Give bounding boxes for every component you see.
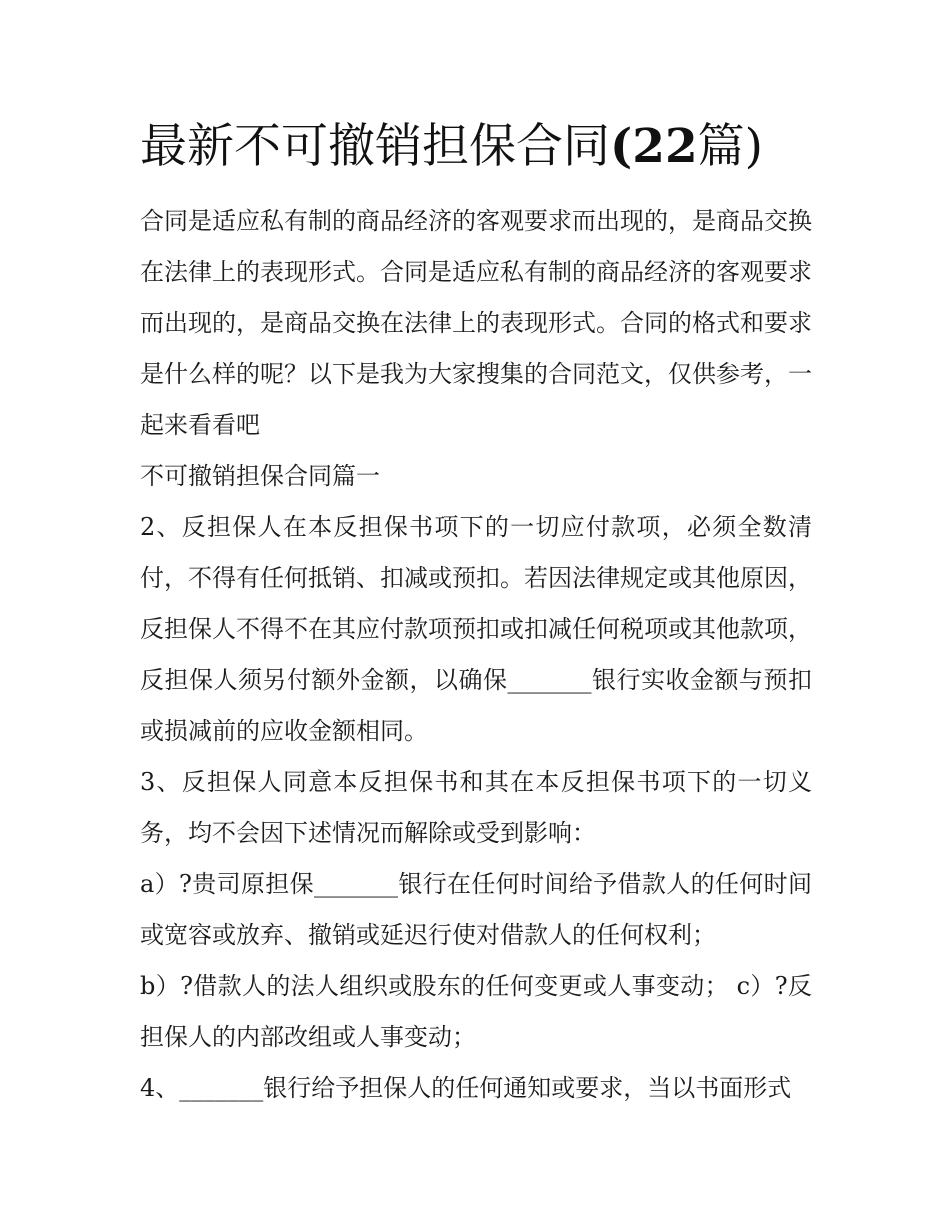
document-title [140,116,840,178]
clause-3a-paragraph: a）?贵司原担保_______银行在任何时间给予借款人的任何时间或宽容或放弃、撤销或延迟行使对借款人的任何权利； [140,870,812,949]
title-main: 最新不可撤销担保合同 [140,119,610,174]
clause-2-paragraph: 2、反担保人在本反担保书项下的一切应付款项，必须全数清付，不得有任何抵销、扣减或预扣。若因法律规定或其他原因，反担保人不得不在其应付款项预扣或扣减任何税项或其他款项，反担保人须另付额外金额，以确保_______银行实收金额与预扣或损减前的应收金额相同。 [140,513,812,745]
document-body [140,196,812,1114]
intro-paragraph: 合同是适应私有制的商品经济的客观要求而出现的，是商品交换在法律上的表现形式。合同是适应私有制的商品经济的客观要求而出现的，是商品交换在法律上的表现形式。合同的格式和要求是什么样的呢？以下是我为大家搜集的合同范文，仅供参考，一起来看看吧 [140,207,812,439]
clause-4-paragraph: 4、_______银行给予担保人的任何通知或要求，当以书面形式 [140,1074,792,1102]
title-count: (22 [610,119,698,174]
section-heading: 不可撤销担保合同篇一 [140,462,380,490]
title-suffix: 篇) [697,119,763,174]
clause-3bc-paragraph: b）?借款人的法人组织或股东的任何变更或人事变动； c）?反担保人的内部改组或人事变动； [140,972,812,1051]
clause-3-paragraph: 3、反担保人同意本反担保书和其在本反担保书项下的一切义务，均不会因下述情况而解除或受到影响： [140,768,812,847]
